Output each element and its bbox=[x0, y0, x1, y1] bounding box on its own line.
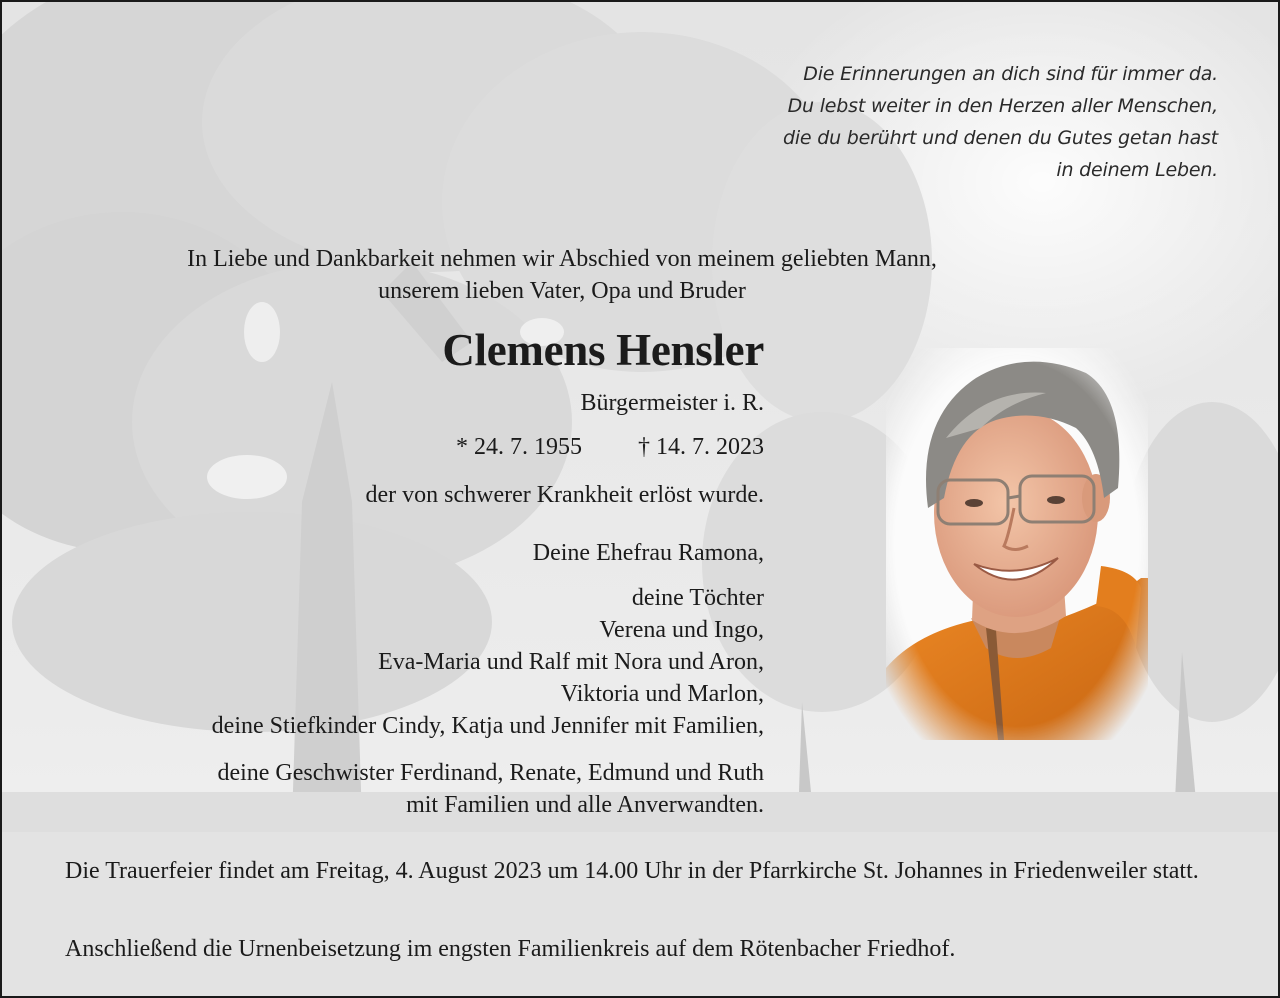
birth-date: * 24. 7. 1955 bbox=[456, 434, 582, 460]
quote-line: Die Erinnerungen an dich sind für immer da. bbox=[803, 63, 1218, 85]
mourner-line: deine Stiefkinder Cindy, Katja und Jennifer mit Familien, bbox=[211, 713, 764, 739]
mourner-line: Verena und Ingo, bbox=[599, 617, 764, 643]
intro-line-1: In Liebe und Dankbarkeit nehmen wir Abschied von meinem geliebten Mann, bbox=[187, 246, 937, 272]
quote-line: in deinem Leben. bbox=[1056, 159, 1218, 181]
life-dates bbox=[42, 431, 764, 463]
quote-line: Du lebst weiter in den Herzen aller Menschen, bbox=[787, 95, 1218, 117]
intro-line-2: unserem lieben Vater, Opa und Bruder bbox=[378, 278, 746, 304]
intro-text bbox=[62, 243, 1062, 307]
memorial-quote bbox=[642, 58, 1218, 186]
deceased-title: Bürgermeister i. R. bbox=[580, 390, 764, 416]
death-date: † 14. 7. 2023 bbox=[638, 434, 764, 460]
funeral-service-notice: Die Trauerfeier findet am Freitag, 4. August 2023 um 14.00 Uhr in der Pfarrkirche St. Johannes in Friedenweiler statt. bbox=[65, 858, 1199, 884]
mourner-family bbox=[42, 582, 764, 742]
mourner-line: deine Geschwister Ferdinand, Renate, Edmund und Ruth bbox=[217, 760, 764, 786]
mourner-wife: Deine Ehefrau Ramona, bbox=[532, 540, 764, 566]
urn-burial-notice: Anschließend die Urnenbeisetzung im engsten Familienkreis auf dem Rötenbacher Friedhof. bbox=[65, 936, 956, 962]
relief-line: der von schwerer Krankheit erlöst wurde. bbox=[365, 482, 764, 508]
mourner-line: mit Familien und alle Anverwandten. bbox=[406, 792, 764, 818]
quote-line: die du berührt und denen du Gutes getan hast bbox=[782, 127, 1218, 149]
deceased-name: Clemens Hensler bbox=[442, 325, 764, 375]
mourner-siblings bbox=[42, 757, 764, 821]
mourner-line: Eva-Maria und Ralf mit Nora und Aron, bbox=[378, 649, 764, 675]
mourner-line: deine Töchter bbox=[631, 585, 764, 611]
portrait-photo bbox=[886, 348, 1148, 740]
mourner-line: Viktoria und Marlon, bbox=[560, 681, 764, 707]
